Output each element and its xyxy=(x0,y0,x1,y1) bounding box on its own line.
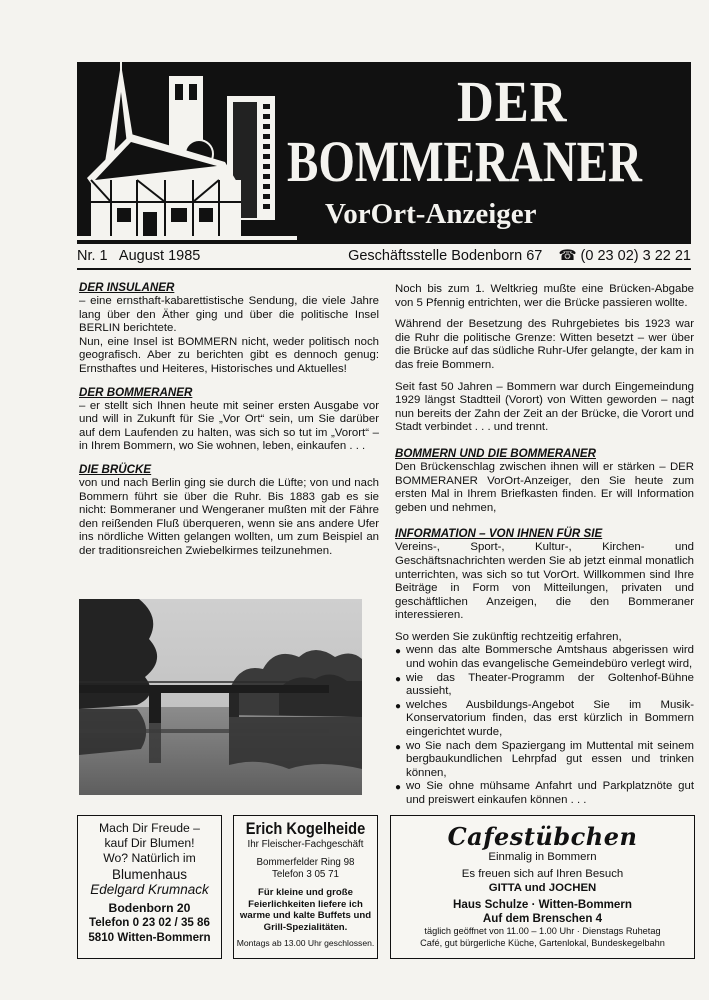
ad-text: Telefon 0 23 02 / 35 86 xyxy=(89,915,210,929)
bullet-icon: ● xyxy=(395,646,402,658)
masthead-subtitle: VorOrt-Anzeiger xyxy=(325,198,537,230)
article-information xyxy=(395,527,694,807)
article-paragraph: – er stellt sich Ihnen heute mit seiner ersten Ausgabe vor und will in Zukunft für Sie „Vor Ort“ sein, um Sie darüber auf dem Laufenden zu halten, was sich so tut im „Vorort“ – in Ihrem Bommern, wo Sie wohnen, leben, einkaufen . . . xyxy=(79,399,379,453)
issue-number-date xyxy=(77,248,200,264)
ad-text: Mach Dir Freude – xyxy=(99,821,200,835)
office-contact xyxy=(348,248,691,264)
ad-cafestuebchen xyxy=(390,815,695,959)
list-item: ● wo Sie nach dem Spaziergang im Muttental mit seinem bergbaukundlichen Lehrpfad gut essen und trinken können, xyxy=(395,739,694,779)
bullet-list xyxy=(395,644,694,807)
article-paragraph: Vereins-, Sport-, Kultur-, Kirchen- und Geschäftsnachrichten werden Sie ab jetzt einmal monatlich unterrichten, was sich so tut VorOrt. Willkommen sind Ihre Beiträge in Form von Mitteilungen, privaten und geschäftlichen Anzeigen, die den Bommeraner interessieren. xyxy=(395,541,694,622)
office-phone: (0 23 02) 3 22 21 xyxy=(580,248,691,264)
ad-text: Blumenhaus xyxy=(111,867,188,883)
list-item: ● wo Sie ohne mühsame Anfahrt und Parkplatznöte gut und preiswert einkaufen können . . . xyxy=(395,780,694,806)
article-bommeraner xyxy=(79,386,379,454)
article-bommern xyxy=(395,447,694,515)
ad-text: Edelgard Krumnack xyxy=(90,882,209,898)
phone-icon: ☎ xyxy=(558,248,577,264)
masthead-title-der: DER xyxy=(457,69,568,134)
ad-text: kauf Dir Blumen! xyxy=(104,835,195,850)
article-paragraph: Noch bis zum 1. Weltkrieg mußte eine Brücken-Abgabe von 5 Pfennig entrichten, wer die Brücke passieren wollte. xyxy=(395,283,694,309)
half-timbered-house-illustration xyxy=(77,62,297,244)
divider-rule xyxy=(77,268,691,270)
article-heading: DER INSULANER xyxy=(79,281,175,294)
list-item: ● wie das Theater-Programm der Goltenhof-Bühne aussieht, xyxy=(395,671,694,698)
left-column xyxy=(79,281,379,568)
ad-text: Telefon 3 05 71 xyxy=(272,869,339,880)
article-heading: DIE BRÜCKE xyxy=(79,462,152,476)
ad-text: Ihr Fleischer-Fachgeschäft xyxy=(247,839,364,850)
article-heading: BOMMERN UND DIE BOMMERANER xyxy=(395,446,596,460)
ad-text: Haus Schulze · Witten-Bommern xyxy=(453,898,632,911)
ad-text: täglich geöffnet von 11.00 – 1.00 Uhr · Dienstags Ruhetag xyxy=(424,926,661,936)
office-address: Geschäftsstelle Bodenborn 67 xyxy=(348,248,543,264)
article-paragraph: Nun, eine Insel ist BOMMERN nicht, weder politisch noch geografisch. Aber zu berichten gibt es dennoch genug: Ernsthaftes und Heiteres, Historisches und Aktuelles! xyxy=(79,335,379,375)
ad-text: Es freuen sich auf Ihren Besuch xyxy=(461,868,624,880)
bullet-icon: ● xyxy=(395,673,402,685)
bridge-photo xyxy=(79,599,362,795)
ad-kogelheide xyxy=(233,815,378,959)
ad-text: Bodenborn 20 xyxy=(108,900,191,915)
article-paragraph: Den Brückenschlag zwischen ihnen will er stärken – DER BOMMERANER VorOrt-Anzeiger, den Sie heute zum ersten Mal in Ihrem Briefkasten finden. Er will Information geben und nehmen, xyxy=(395,460,694,514)
ad-text: GITTA und JOCHEN xyxy=(488,882,597,894)
bullet-icon: ● xyxy=(395,741,402,753)
issue-line xyxy=(77,248,691,268)
ad-text: Montags ab 13.00 Uhr geschlossen. xyxy=(236,938,375,949)
masthead xyxy=(77,62,691,244)
article-paragraph: Während der Besetzung des Ruhrgebietes bis 1923 war die Ruhr die politische Grenze: Witten besetzt – wer über die Brücke auf das südliche Ruhr-Ufer gelangte, der kam in das freie Bommern. xyxy=(395,318,694,371)
ad-text: Einmalig in Bommern xyxy=(488,851,597,863)
ad-text: Café, gut bürgerliche Küche, Gartenlokal, Bundeskegelbahn xyxy=(420,937,665,948)
ad-business-name: Cafestübchen xyxy=(447,822,638,851)
ad-text: Für kleine und große Feierlichkeiten liefere ich warme und kalte Buffets und Grill-Spezialitäten. xyxy=(239,887,372,933)
article-paragraph: – eine ernsthaft-kabarettistische Sendung, die viele Jahre lang über den Äther ging und über die politische Insel BERLIN berichtete. xyxy=(79,295,379,335)
list-item: ● wenn das alte Bommersche Amtshaus abgerissen wird und wohin das evangelische Gemeindebüro verlegt wird, xyxy=(395,644,694,671)
ad-text: Bommerfelder Ring 98 xyxy=(256,857,355,868)
article-paragraph: Seit fast 50 Jahren – Bommern war durch Eingemeindung 1929 längst Stadtteil (Vorort) von Witten geworden – nagt nun bereits der Zahn der Zeit an der Brücke, die Vorort und Stadt verbindet . . . und trennt. xyxy=(395,380,694,434)
bullet-icon: ● xyxy=(395,700,402,712)
list-item: ● welches Ausbildungs-Angebot Sie im Musik-Konservatorium finden, das erst kürzlich in Bommern eingerichtet wurde, xyxy=(395,698,694,739)
ad-business-name: Erich Kogelheide xyxy=(245,819,366,838)
article-paragraph: von und nach Berlin ging sie durch die Lüfte; von und nach Bommern führt sie über die Ruhr. Bis 1883 gab es sie nicht: Bommeraner und Wengeraner mußten mit der Fähre den reißenden Fluß überqueren, wenn sie ans andere Ufer ins nördliche Witten gelangen wollten, um zum Beispiel an der traditionsreichen Zwiebelkirmes teilzunehmen. xyxy=(79,476,379,557)
article-heading: INFORMATION – VON IHNEN FÜR SIE xyxy=(395,527,603,541)
bullet-icon: ● xyxy=(395,782,402,794)
ad-blumenhaus xyxy=(77,815,222,959)
ad-text: Wo? Natürlich im xyxy=(103,850,196,865)
issue-number: Nr. 1 xyxy=(77,248,108,264)
ad-text: Auf dem Brenschen 4 xyxy=(482,912,603,925)
article-bruecke xyxy=(79,463,379,559)
right-column xyxy=(395,283,694,817)
article-paragraph: So werden Sie zukünftig rechtzeitig erfahren, xyxy=(395,630,622,643)
masthead-title-bommeraner: BOMMERANER xyxy=(287,129,642,194)
ad-text: 5810 Witten-Bommern xyxy=(88,930,211,944)
article-insulaner xyxy=(79,281,379,377)
issue-date: August 1985 xyxy=(118,248,201,264)
article-heading: DER BOMMERANER xyxy=(79,385,193,399)
